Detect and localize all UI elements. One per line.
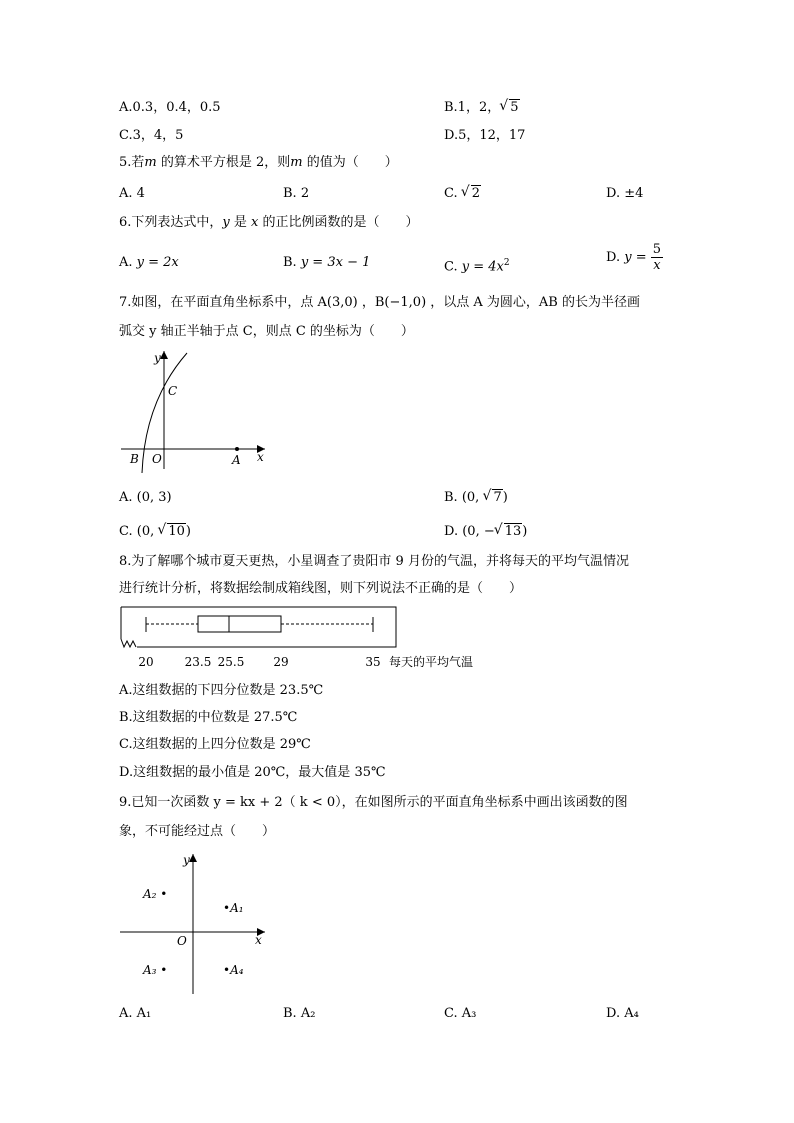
q8-option-a: A.这组数据的下四分位数是 23.5℃ [119, 683, 324, 698]
q6-option-c: C. $y = 4x^2$ [444, 258, 510, 275]
q8-option-b: B.这组数据的中位数是 27.5℃ [119, 710, 298, 725]
q4-option-b: B.1，2，√ 5 [444, 99, 520, 117]
q7-label-x: x [257, 450, 264, 464]
q8-option-d: D.这组数据的最小值是 20℃，最大值是 35℃ [119, 765, 386, 780]
q9-option-d: D. A₄ [606, 1006, 639, 1021]
q9-figure [115, 848, 275, 998]
q9-point-a1: •A₁ [223, 901, 244, 915]
q7-label-y: y [154, 351, 161, 365]
q7-stem-line1: 7.如图，在平面直角坐标系中，点 A(3,0) ，B(−1,0) ，以点 A 为圆心，AB 的长为半径画 [119, 295, 640, 310]
q5-option-b: B. 2 [283, 186, 310, 201]
q9-y-arrow [189, 854, 197, 862]
q8-tick-25-5: 25.5 [217, 655, 245, 669]
q9-stem-line2: 象，不可能经过点（ ） [119, 824, 276, 839]
q8-tick-29: 29 [273, 655, 289, 669]
q9-point-a2: A₂ • [143, 887, 168, 901]
q7-option-c: C. (0, √ 10) [119, 523, 191, 541]
q8-tick-23-5: 23.5 [184, 655, 212, 669]
q7-label-a: A [232, 453, 241, 467]
q8-axis-break [121, 639, 136, 647]
q5-stem: 5.若m 的算术平方根是 2，则m 的值为（ ） [119, 155, 398, 170]
q8-stem-line1: 8.为了解哪个城市夏天更热，小星调查了贵阳市 9 月份的气温，并将每天的平均气温情况 [119, 554, 629, 569]
q7-point-a [235, 447, 239, 451]
q9-label-x: x [255, 933, 262, 947]
q5-option-c: C. √ 2 [444, 185, 481, 203]
q4-option-c: C.3，4，5 [119, 128, 184, 143]
q8-caption: 每天的平均气温 [389, 655, 474, 669]
q7-y-arrow [160, 351, 168, 359]
q8-tick-35: 35 [365, 655, 381, 669]
q8-box [198, 616, 281, 632]
q7-figure [115, 345, 275, 475]
q9-option-b: B. A₂ [283, 1006, 316, 1021]
q8-stem-line2: 进行统计分析，将数据绘制成箱线图，则下列说法不正确的是（ ） [119, 581, 523, 596]
q6-stem: 6.下列表达式中，y 是 x 的正比例函数的是（ ） [119, 215, 419, 230]
q4-option-a: A.0.3，0.4，0.5 [119, 100, 221, 115]
q9-option-a: A. A₁ [119, 1006, 152, 1021]
q9-stem-line1: 9.已知一次函数 y = kx + 2（ k < 0），在如图所示的平面直角坐标系中画出该函数的图 [119, 795, 628, 810]
q8-frame [121, 607, 396, 647]
q7-label-c: C [168, 384, 178, 398]
q9-label-o: O [177, 934, 187, 948]
q9-point-a3: A₃ • [143, 963, 168, 977]
q5-option-a: A. 4 [119, 186, 145, 201]
q9-point-a4: •A₄ [223, 963, 244, 977]
q6-option-a: A. y = 2x [119, 255, 179, 270]
q5-option-d: D. ±4 [606, 186, 644, 201]
q9-option-c: C. A₃ [444, 1006, 477, 1021]
q8-boxplot [115, 603, 505, 675]
q9-label-y: y [183, 853, 190, 867]
q7-label-b: B [130, 452, 139, 466]
q6-option-d: D. y = $\frac{5}{x}$ [606, 242, 662, 273]
q7-option-a: A. (0, 3) [119, 490, 172, 505]
q7-stem-line2: 弧交 y 轴正半轴于点 C，则点 C 的坐标为（ ） [119, 324, 414, 339]
q7-label-o: O [152, 452, 162, 466]
q6-option-b: B. y = 3x − 1 [283, 255, 371, 270]
q4-option-d: D.5，12，17 [444, 128, 526, 143]
q8-tick-20: 20 [138, 655, 154, 669]
q8-option-c: C.这组数据的上四分位数是 29℃ [119, 737, 311, 752]
q7-option-b: B. (0, √ 7) [444, 489, 508, 507]
q7-option-d: D. (0, −√ 13) [444, 523, 527, 541]
